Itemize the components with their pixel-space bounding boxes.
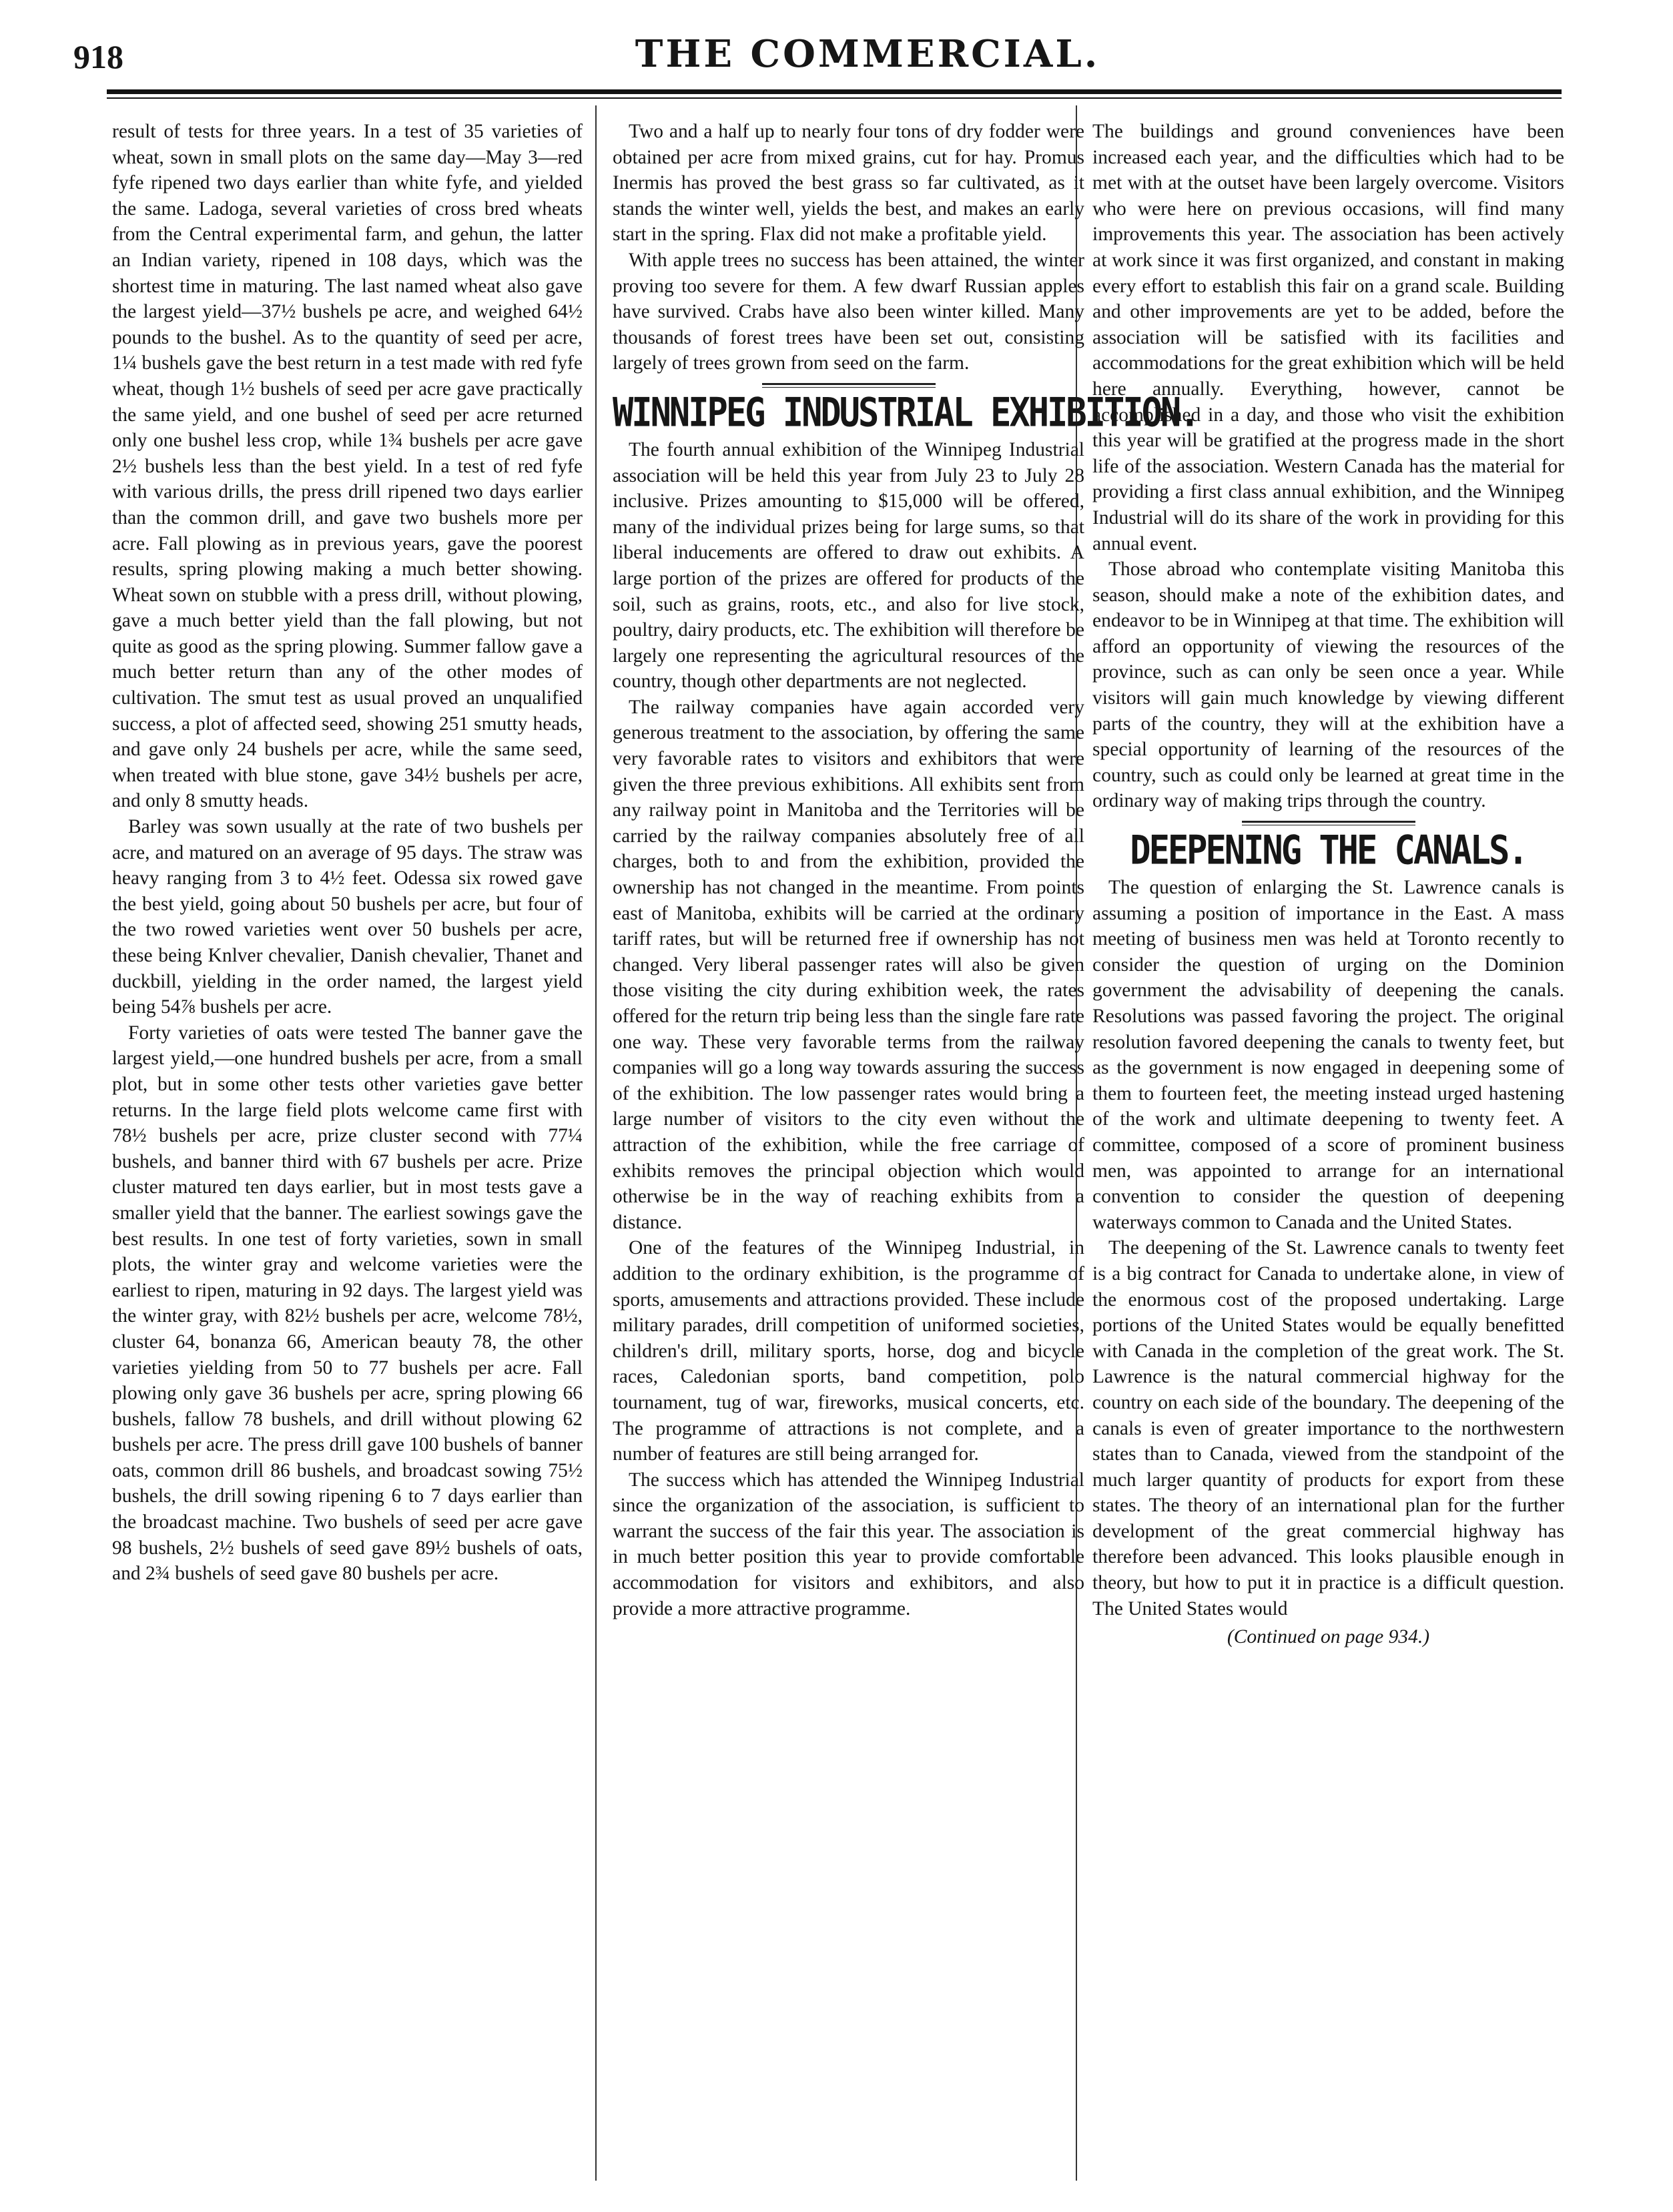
header-rule-thin — [107, 97, 1562, 99]
masthead: THE COMMERCIAL. — [635, 32, 1100, 76]
article-paragraph: The fourth annual exhibition of the Winnipeg Industrial association will be held this year from July 23 to July 28 inclusive. Prizes amounting to $15,000 will be offered, many of the individual prizes being for large sums, so that liberal inducements are offered to draw out exhibits. A large portion of the prizes are offered for products of the soil, such as grains, roots, etc., and also for live stock, poultry, dairy products, etc. The exhibition will therefore be largely one representing the agricultural resources of the country, though other departments are not neglected. — [613, 438, 1084, 693]
article-paragraph: With apple trees no success has been attained, the winter proving too severe for them. A few dwarf Russian apples have survived. Crabs have also been winter killed. Many thousands of forest trees have been set out, consisting largely of trees grown from seed on the farm. — [613, 249, 1084, 374]
article-paragraph: Forty varieties of oats were tested The banner gave the largest yield,—one hundred bushels per acre, from a small plot, but in some other tests other varieties gave better returns. In the large field plots welcome came first with 78½ bushels per acre, prize cluster second with 77¼ bushels, and banner third with 67 bushels per acre. Prize cluster matured ten days earlier, but in most tests gave a smaller yield that the banner. The earliest sowings gave the best results. In one test of forty varieties, sown in small plots, the winter gray and welcome varieties were the earliest to ripen, maturing in 92 days. The largest yield was the winter gray, with 82½ bushels per acre, welcome 78½, cluster 64, bonanza 66, American beauty 78, the other varieties yielding from 50 to 77 bushels per acre. Fall plowing only gave 36 bushels per acre, spring plowing 66 bushels, fallow 78 bushels, and drill without plowing 62 bushels per acre. The press drill gave 100 bushels of banner oats, common drill 86 bushels, and broadcast sowing 75½ bushels, the drill sowing ripening 6 to 7 days earlier than the broadcast machine. Two bushels of seed per acre gave 98 bushels, 2½ bushels of seed gave 89½ bushels of oats, and 2¾ bushels of seed gave 80 bushels per acre. — [112, 1022, 583, 1585]
article-paragraph: The deepening of the St. Lawrence canals to twenty feet is a big contract for Canada to undertake alone, in view of the enormous cost of the proposed undertaking. Large portions of the United States would be equally benefitted with Canada in the completion of the great work. The St. Lawrence is the natural commercial highway for the country on each side of the boundary. The deepening of the canals is even of greater importance to the northwestern states than to Canada, viewed from the standpoint of the much larger quantity of products for export from these states. The theory of an international plan for the further development of the great commercial highway has therefore been advanced. This looks plausible enough in theory, but how to put it in practice is a difficult question. The United States would — [1092, 1237, 1564, 1619]
article-paragraph: The question of enlarging the St. Lawrence canals is assuming a position of importance in the East. A mass meeting of business men was held at Toronto recently to consider the question of urging on the Dominion government the advisability of deepening the canals. Resolutions was passed favoring the project. The original resolution favored deepening the canals to twenty feet, but as the government is now engaged in deepening some of them to fourteen feet, the meeting instead urged hastening of the work and ultimate deepening to twenty feet. A committee, composed of a score of prominent business men, was appointed to arrange for an international convention to consider the question of deepening waterways common to Canada and the United States. — [1092, 877, 1564, 1233]
column-2 — [613, 119, 1199, 2194]
article-paragraph: result of tests for three years. In a test of 35 varieties of wheat, sown in small plots on the same day—May 3—red fyfe ripened two days earlier than white fyfe, and yielded the same. Ladoga, several varieties of cross bred wheats from the Central experimental farm, and gehun, the latter an Indian variety, ripened in 108 days, which was the shortest time in maturing. The last named wheat also gave the largest yield—37½ bushels pe acre, and weighed 64½ pounds to the bushel. As to the quantity of seed per acre, 1¼ bushels gave the best return in a test made with red fyfe wheat, though 1½ bushels of seed per acre gave practically the same yield, and one bushel of seed per acre returned only one bushel less crop, while 1¾ bushels per acre gave 2½ bushels less than the best yield. In a test of red fyfe with various drills, the press drill ripened two days earlier than the common drill, and gave two bushels more per acre. Fall plowing as in previous years, gave the poorest results, spring plowing making a much better showing. Wheat sown on stubble with a press drill, without plowing, gave a much better yield than the fall plowing, but not quite as good as the spring plowing. Summer fallow gave a much better return than any of the other modes of cultivation. The smut test as usual proved an unqualified success, a plot of affected seed, showing 251 smutty heads, and gave only 24 bushels per acre, while the same seed, when treated with blue stone, gave 34½ bushels per acre, and only 8 smutty heads. — [112, 121, 583, 812]
article-paragraph: Two and a half up to nearly four tons of dry fodder were obtained per acre from mixed grains, cut for hay. Promus Inermis has proved the best grass so far cultivated, as it stands the winter well, yields the best, and makes an early start in the spring. Flax did not make a profitable yield. — [613, 121, 1084, 246]
headline-deepening-canals: DEEPENING THE CANALS. — [1130, 827, 1527, 874]
column-3 — [1092, 119, 1564, 2194]
article-paragraph: Those abroad who contemplate visiting Manitoba this season, should make a note of the exhibition dates, and endeavor to be in Winnipeg at that time. The exhibition will afford an opportunity of viewing the resources of the province, such as can only be seen once a year. While visitors will gain much knowledge by viewing different parts of the country, they will at the exhibition have a special opportunity of learning of the resources of the country, such as could only be learned at great time in the ordinary way of making trips through the country. — [1092, 559, 1564, 812]
page-header — [73, 32, 1562, 85]
column-divider — [595, 105, 597, 2181]
section-separator — [762, 383, 936, 388]
article-paragraph: One of the features of the Winnipeg Industrial, in addition to the ordinary exhibition, is the programme of sports, amusements and attractions provided. These include military parades, drill competition of uniformed societies, children's drill, military sports, horse, dog and bicycle races, Caledonian sports, band competition, polo tournament, tug of war, fireworks, musical concerts, etc. The programme of attractions is not complete, and a number of features are still being arranged for. — [613, 1237, 1084, 1465]
page-number: 918 — [73, 38, 123, 75]
section-separator — [1242, 821, 1415, 825]
article-paragraph: The success which has attended the Winnipeg Industrial since the organization of the association, is sufficient to warrant the success of the fair this year. The association is in much better position this year to provide comfortable accommodation for visitors and exhibitors, and also provide a more attractive programme. — [613, 1469, 1084, 1619]
column-1 — [112, 119, 583, 2194]
headline-winnipeg-exhibition: WINNIPEG INDUSTRIAL EXHIBITION. — [613, 390, 1199, 436]
continued-note: (Continued on page 934.) — [1227, 1626, 1430, 1648]
article-paragraph: The buildings and ground conveniences have been increased each year, and the difficulties which had to be met with at the outset have been largely overcome. Visitors who were here on previous occasions, will find many improvements this year. The association has been actively at work since it was first organized, and constant in making every effort to establish this fair on a grand scale. Building and other improvements are yet to be added, before the association will be satisfied with its facilities and accommodations for the great exhibition which will be held here annually. Everything, however, cannot be accomplished in a day, and those who visit the exhibition this year will be gratified at the progress made in the short life of the association. Western Canada has the material for providing a first class annual exhibition, and the Winnipeg Industrial will do its share of the work in providing for this annual event. — [1092, 121, 1564, 555]
article-paragraph: Barley was sown usually at the rate of two bushels per acre, and matured on an average of 95 days. The straw was heavy ranging from 3 to 4½ feet. Odessa six rowed gave the best yield, going about 50 bushels per acre, but four of the two rowed varieties went over 50 bushels per acre, these being Knlver chevalier, Danish chevalier, Thanet and duckbill, yielding in the order named, the largest yield being 54⅞ bushels per acre. — [112, 816, 583, 1018]
header-rule — [107, 89, 1562, 94]
article-paragraph: The railway companies have again accorded very generous treatment to the association, by offering the same very favorable rates to visitors and exhibitors that were given the three previous exhibitions. All exhibits sent from any railway point in Manitoba and the Territories will be carried by the railway companies absolutely free of all charges, both to and from the exhibition, provided the ownership has not changed in the meantime. From points east of Manitoba, exhibits will be carried at the ordinary tariff rates, but will be returned free if ownership has not changed. Very liberal passenger rates will also be given those visiting the city during exhibition week, the rates offered for the return trip being less than the single fare rate one way. These very favorable terms from the railway companies will go a long way towards assuring the success of the exhibition. The low passenger rates would bring a large number of visitors to the city even without the attraction of the exhibition, while the free carriage of exhibits removes the principal objection which would otherwise be in the way of reaching exhibits from a distance. — [613, 696, 1084, 1233]
